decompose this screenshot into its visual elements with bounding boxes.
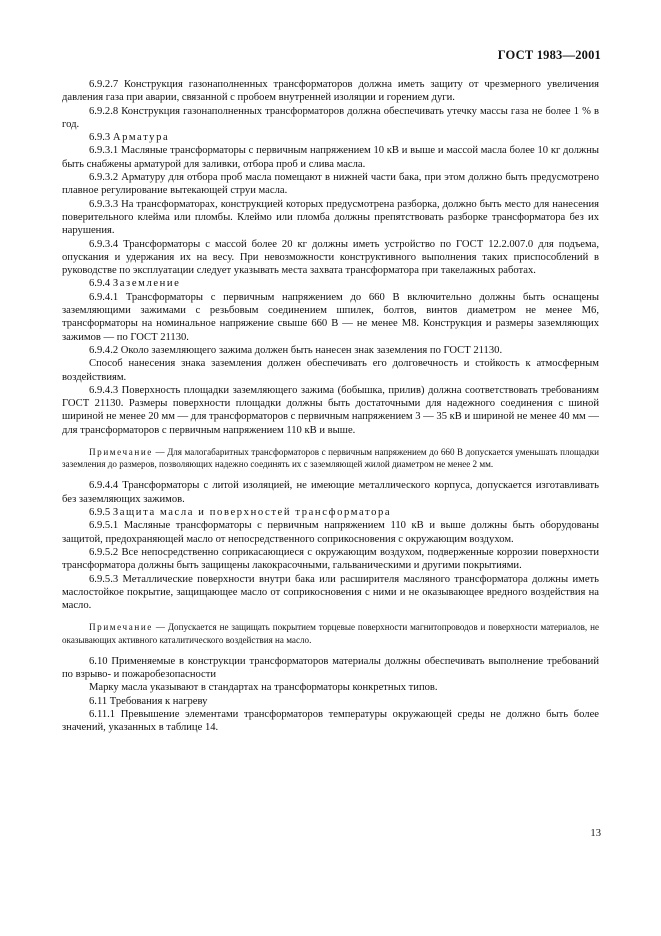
note-1 — [62, 446, 599, 470]
paragraph-6-9-5-2: 6.9.5.2 Все непосредственно соприкасающиеся с окружающим воздухом, подверженные коррозии поверхности трансформатора должны быть защищены лакокрасочными, гальваническими и другими покрытиями. — [62, 546, 599, 572]
standard-header: ГОСТ 1983—2001 — [497, 48, 601, 62]
paragraph-6-9-5-1: 6.9.5.1 Масляные трансформаторы с первичным напряжением 110 кВ и выше должны быть оборудованы защитой, предохраняющей масло от непосредственного соприкосновения с окружающим воздухом. — [62, 520, 599, 545]
paragraph-6-9-2-8: 6.9.2.8 Конструкция газонаполненных трансформаторов должна обеспечивать утечку массы газа не более 1 % в год. — [62, 105, 599, 130]
note-2 — [62, 621, 599, 645]
paragraph-6-9-3-2: 6.9.3.2 Арматуру для отбора проб масла помещают в нижней части бака, при этом должно быть предусмотрено плавное регулирование вытекающей струи масла. — [62, 172, 599, 197]
paragraph-6-9-2-7: 6.9.2.7 Конструкция газонаполненных трансформаторов должна иметь защиту от чрезмерного увеличения давления газа при аварии, связанной с пробоем внутренней изоляции и горением дуги. — [62, 79, 599, 104]
note-text: — Для малогабаритных трансформаторов с первичным напряжением до 660 В допускается уменьшать площадки заземления до размеров, позволяющих надежно соединять их с заземляющей жилой диаметром не менее 2 мм. — [62, 447, 599, 470]
note-label: Примечание — [89, 622, 153, 633]
heading-6-9-4 — [62, 277, 599, 290]
heading-number: 6.9.4 — [89, 278, 111, 290]
paragraph-6-10: 6.10 Применяемые в конструкции трансформаторов материалы должны обеспечивать выполнение требований по взрыво- и пожаробезопасности — [62, 655, 599, 681]
paragraph-6-9-3-3: 6.9.3.3 На трансформаторах, конструкцией которых предусмотрена разборка, должно быть место для нанесения поверительного клейма или пломбы. Клеймо или пломба должны препятствовать разборке трансформатора без их нарушения. — [62, 198, 599, 237]
heading-title: Заземление — [112, 278, 181, 290]
paragraph-6-9-5-3: 6.9.5.3 Металлические поверхности внутри бака или расширителя масляного трансформатора должны иметь маслостойкое покрытие, защищающее масло от соприкосновения с ними и не оказывающее вредного воздействия на масло. — [62, 573, 599, 612]
paragraph-grounding-method: Способ нанесения знака заземления должен обеспечивать его долговечность и стойкость к атмосферным воздействиям. — [62, 358, 599, 383]
heading-title: Защита масла и поверхностей трансформатора — [112, 507, 392, 519]
paragraph-6-9-3-4: 6.9.3.4 Трансформаторы с массой более 20 кг должны иметь устройство по ГОСТ 12.2.007.0 для подъема, опускания и удержания их на весу. При невозможности конструктивного выполнения таких приспособлений в руководстве по эксплуатации следует указывать места захвата трансформатора при такелажных работах. — [62, 238, 599, 277]
heading-title: Арматура — [112, 132, 170, 144]
paragraph-6-9-4-3: 6.9.4.3 Поверхность площадки заземляющего зажима (бобышка, прилив) должна соответствовать требованиям ГОСТ 21130. Размеры поверхности площадки должны быть достаточными для надежного соединения с шиной шириной не менее 20 мм — для трансформаторов с первичным напряжением 3 — 35 кВ и шириной не менее 40 мм — для трансформаторов с первичным напряжением 110 кВ и выше. — [62, 384, 599, 436]
heading-6-11: 6.11 Требования к нагреву — [89, 695, 208, 707]
heading-number: 6.9.5 — [89, 507, 111, 519]
paragraph-oil-grade: Марку масла указывают в стандартах на трансформаторы конкретных типов. — [89, 682, 438, 694]
paragraph-6-9-4-1: 6.9.4.1 Трансформаторы с первичным напряжением до 660 В включительно должны быть оснащены заземляющими зажимами с резьбовым соединением шпилек, болтов, винтов диаметром не менее М6, трансформаторы на номинальное напряжение свыше 660 В — не менее М8. Конструкция и размеры заземляющих зажимов — по ГОСТ 21130. — [62, 291, 599, 343]
paragraph-6-9-3-1: 6.9.3.1 Масляные трансформаторы с первичным напряжением 10 кВ и выше и массой масла более 10 кг должны быть снабжены арматурой для заливки, отбора проб и слива масла. — [62, 145, 599, 170]
paragraph-6-9-4-4: 6.9.4.4 Трансформаторы с литой изоляцией, не имеющие металлического корпуса, допускается изготавливать без заземляющих зажимов. — [62, 480, 599, 505]
document-body — [62, 78, 599, 735]
note-text: — Допускается не защищать покрытием торцевые поверхности магнитопроводов и поверхности материалов, не оказывающих активного каталитического воздействия на масло. — [62, 622, 599, 645]
paragraph-6-11-1: 6.11.1 Превышение элементами трансформаторов температуры окружающей среды не должно быть более значений, указанных в таблице 14. — [62, 708, 599, 734]
note-label: Примечание — [89, 447, 153, 458]
heading-number: 6.9.3 — [89, 132, 111, 144]
heading-6-9-3 — [62, 131, 599, 144]
heading-6-9-5 — [62, 506, 599, 519]
page-number: 13 — [590, 828, 601, 839]
paragraph-6-9-4-2: 6.9.4.2 Около заземляющего зажима должен быть нанесен знак заземления по ГОСТ 21130. — [89, 344, 503, 356]
